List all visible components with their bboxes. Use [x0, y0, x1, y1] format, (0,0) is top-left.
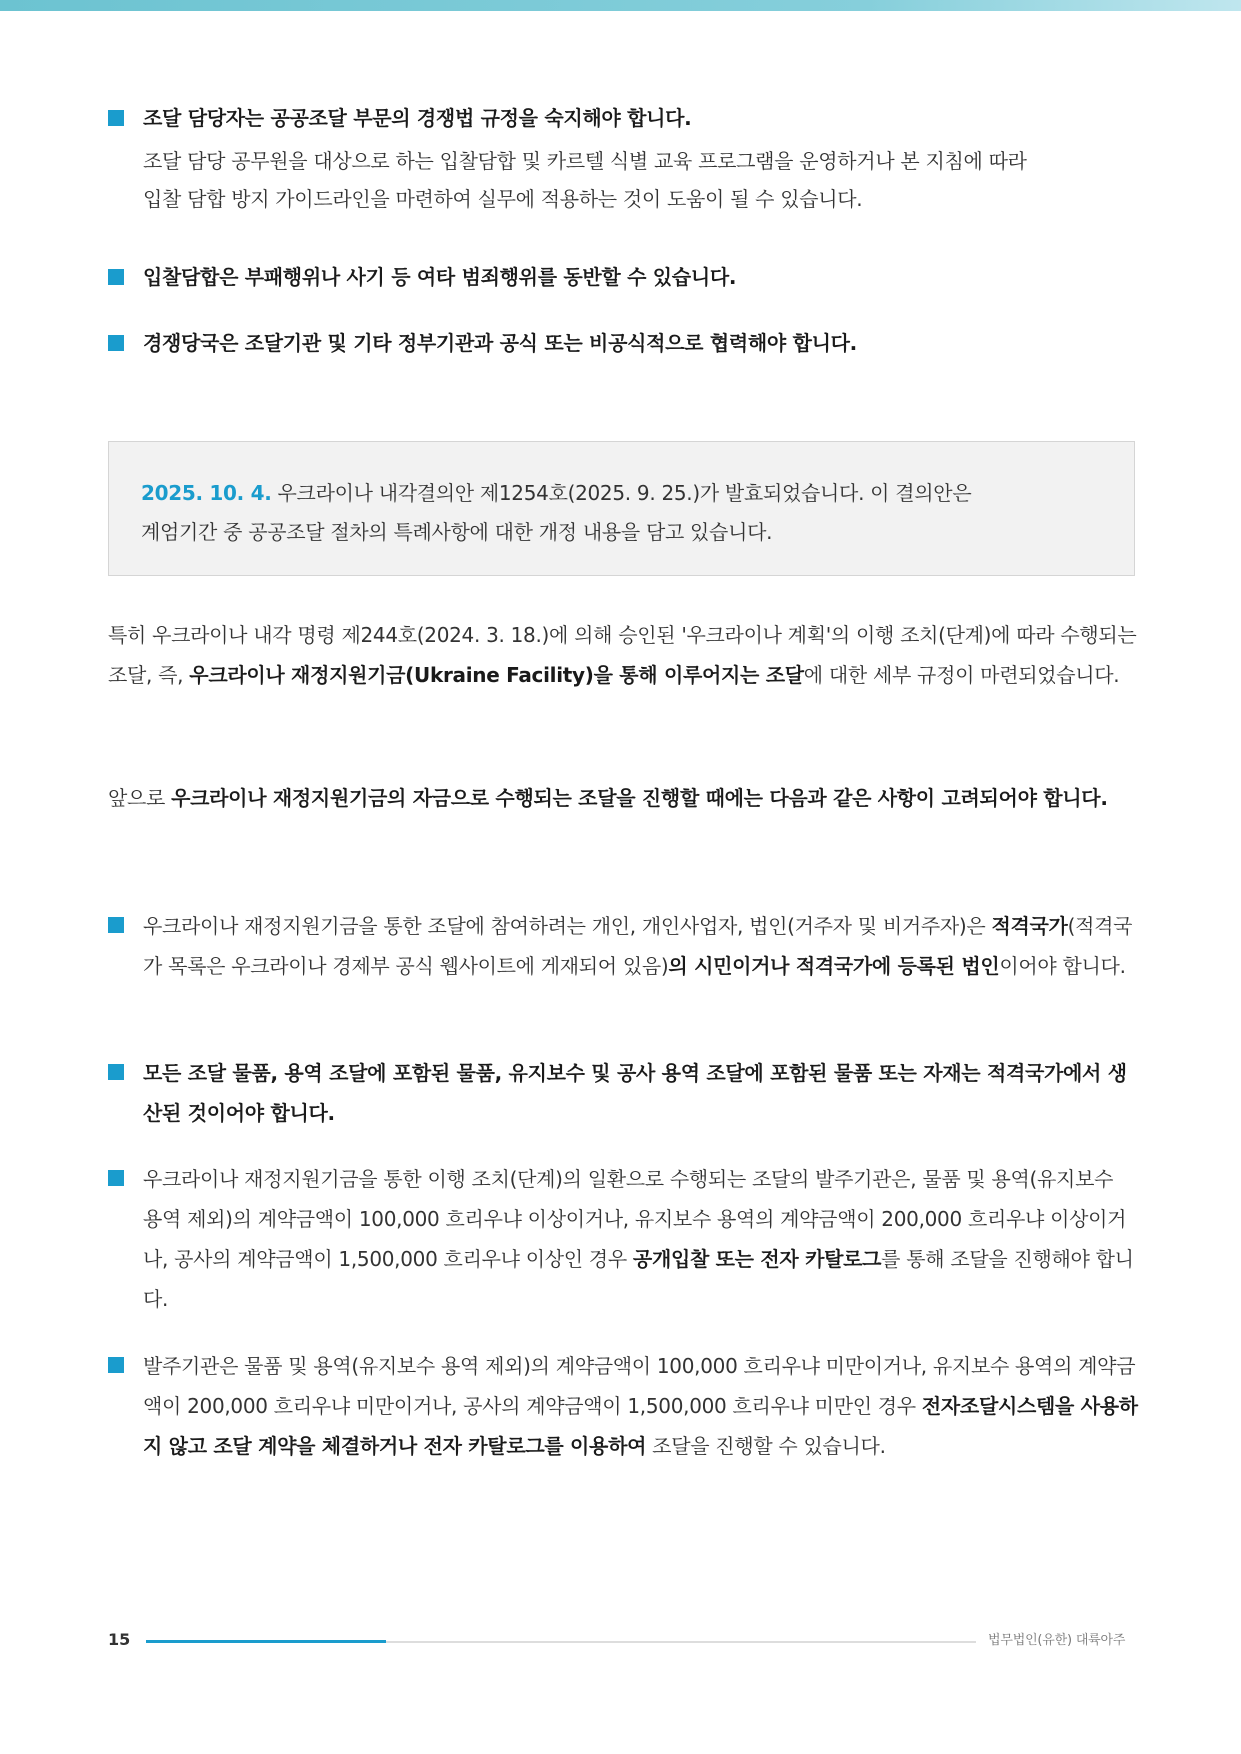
- footer-divider-accent: [146, 1640, 386, 1643]
- item-bold: 적격국가: [991, 914, 1068, 938]
- paragraph-bold: 우크라이나 재정지원기금의 자금으로 수행되는 조달을 진행할 때에는 다음과 같은 사항이 고려되어야 합니다.: [171, 786, 1108, 810]
- item-text: (적격국가 목록은 우크라이나 경제부 공식 웹사이트에 게재되어 있음): [143, 914, 1133, 978]
- item-bold: 전자조달시스템을 사용하지 않고 조달 계약을 체결하거나 전자 카탈로그를 이용하여: [143, 1394, 1138, 1458]
- paragraph-1: [108, 615, 1138, 695]
- notice-line-2: 계엄기간 중 공공조달 절차의 특례사항에 대한 개정 내용을 담고 있습니다.: [141, 520, 773, 544]
- item-text: 우크라이나 재정지원기금을 통한 이행 조치(단계)의 일환으로 수행되는 조달의 발주기관은, 물품 및 용역(유지보수 용역 제외)의 계약금액이 100,000 흐리우냐 이상이거나, 유지보수 용역의 계약금액이 200,000 흐리우냐 이상이거나, 공사의 계약금액이 1,500,000 흐리우냐 이상인 경우: [143, 1167, 1127, 1271]
- square-bullet-icon: [108, 110, 124, 126]
- item-text: 발주기관은 물품 및 용역(유지보수 용역 제외)의 계약금액이 100,000 흐리우냐 미만이거나, 유지보수 용역의 계약금액이 200,000 흐리우냐 미만이거나, 공사의 계약금액이 1,500,000 흐리우냐 미만인 경우: [143, 1354, 1136, 1418]
- list-item: [108, 1159, 1138, 1319]
- item-bold: 공개입찰 또는 전자 카탈로그: [632, 1247, 882, 1271]
- notice-line-1: [141, 474, 1102, 513]
- list-item-text: [143, 1053, 1138, 1133]
- square-bullet-icon: [108, 335, 124, 351]
- square-bullet-icon: [108, 917, 124, 933]
- bullet-section-2: [108, 259, 1132, 295]
- page-number: 15: [108, 1630, 131, 1649]
- notice-box: [108, 441, 1135, 576]
- bullet-desc-line: 조달 담당 공무원을 대상으로 하는 입찰담합 및 카르텔 식별 교육 프로그램을 운영하거나 본 지침에 따라: [143, 149, 1027, 173]
- item-text: 조달을 진행할 수 있습니다.: [646, 1434, 886, 1458]
- list-item-text: [143, 1159, 1138, 1319]
- bullet-title: 경쟁당국은 조달기관 및 기타 정부기관과 공식 또는 비공식적으로 협력해야 합니다.: [143, 331, 857, 355]
- paragraph-bold: 우크라이나 재정지원기금(Ukraine Facility)을 통해 이루어지는 조달: [189, 663, 804, 687]
- item-text: 우크라이나 재정지원기금을 통한 조달에 참여하려는 개인, 개인사업자, 법인(거주자 및 비거주자)은: [143, 914, 992, 938]
- list-item: [108, 1053, 1138, 1133]
- bullet-section-3: [108, 325, 1132, 361]
- item-text: 이어야 합니다.: [999, 954, 1126, 978]
- bullet-desc-line: 입찰 담합 방지 가이드라인을 마련하여 실무에 적용하는 것이 도움이 될 수 있습니다.: [143, 187, 863, 211]
- top-accent-bar: [0, 0, 1241, 11]
- item-bold: 모든 조달 물품, 용역 조달에 포함된 물품, 유지보수 및 공사 용역 조달에 포함된 물품 또는 자재는 적격국가에서 생산된 것이어야 합니다.: [143, 1061, 1127, 1125]
- square-bullet-icon: [108, 269, 124, 285]
- list-item: [108, 1346, 1138, 1466]
- bullet-title: 조달 담당자는 공공조달 부문의 경쟁법 규정을 숙지해야 합니다.: [143, 106, 692, 130]
- notice-date: 2025. 10. 4.: [141, 481, 272, 505]
- paragraph-text: 에 대한 세부 규정이 마련되었습니다.: [803, 663, 1120, 687]
- paragraph-2: [108, 778, 1138, 818]
- list-item-text: [143, 906, 1138, 986]
- square-bullet-icon: [108, 1170, 124, 1186]
- bullet-title: 입찰담합은 부패행위나 사기 등 여타 범죄행위를 동반할 수 있습니다.: [143, 265, 737, 289]
- square-bullet-icon: [108, 1357, 124, 1373]
- square-bullet-icon: [108, 1064, 124, 1080]
- footer-firm-name: 법무법인(유한) 대륙아주: [988, 1633, 1126, 1648]
- list-item: [108, 906, 1138, 986]
- notice-text: 우크라이나 내각결의안 제1254호(2025. 9. 25.)가 발효되었습니다. 이 결의안은: [277, 481, 972, 505]
- item-bold: 의 시민이거나 적격국가에 등록된 법인: [668, 954, 1000, 978]
- paragraph-text: 특히 우크라이나 내각 명령 제244호(2024. 3. 18.)에 의해 승인된 '우크라이나 계획'의 이행 조치(단계)에 따라 수행되는 조달, 즉,: [108, 623, 1137, 687]
- bullet-section-1: [108, 100, 1132, 218]
- item-text: 를 통해 조달을 진행해야 합니다.: [143, 1247, 1134, 1311]
- list-item-text: [143, 1346, 1138, 1466]
- paragraph-text: 앞으로: [108, 786, 172, 810]
